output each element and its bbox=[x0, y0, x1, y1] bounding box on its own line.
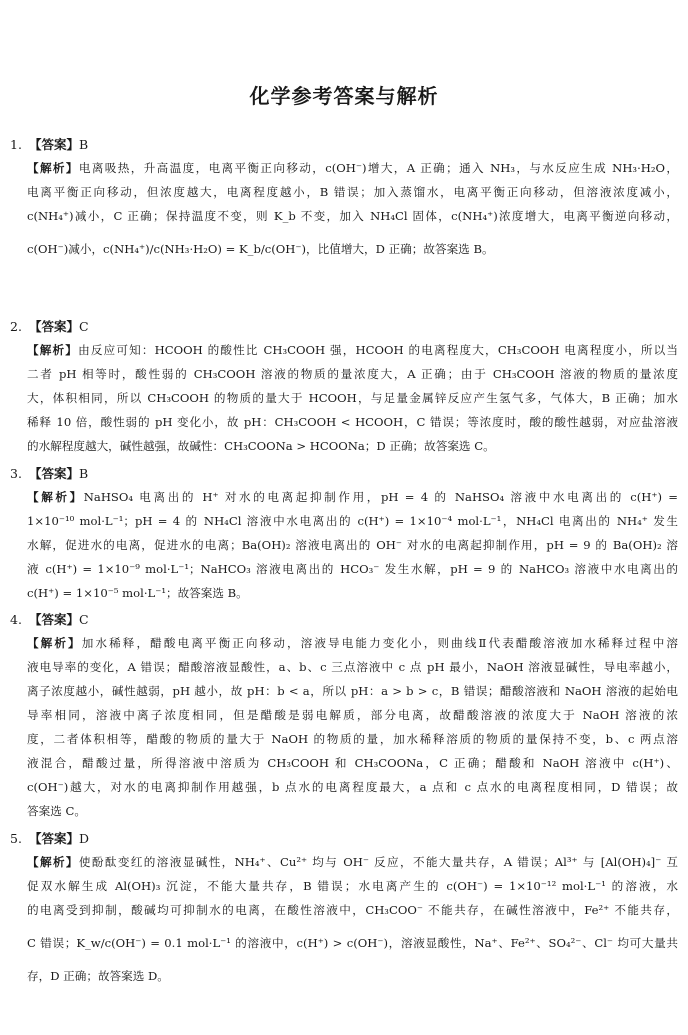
answer-value: D bbox=[79, 831, 90, 846]
explanation-text: 使酚酞变红的溶液显碱性，NH₄⁺、Cu²⁺ 均与 OH⁻ 反应，不能大量共存，A 错误；Al³⁺ 与 [Al(OH)₄]⁻ 互 bbox=[78, 855, 678, 869]
question-2 bbox=[10, 316, 678, 458]
answer-line bbox=[10, 609, 678, 631]
explanation-line: 电离平衡正向移动，但浓度越大，电离程度越小，B 错误；加入蒸馏水，电离平衡正向移动，但溶液浓度减小， bbox=[27, 185, 678, 199]
answer-tag: 【答案】 bbox=[29, 831, 80, 846]
question-5 bbox=[10, 828, 678, 988]
explanation-line: 存，D 正确；故答案选 D。 bbox=[27, 969, 169, 983]
explanation-tag: 【解析】 bbox=[27, 161, 79, 175]
answer-tag: 【答案】 bbox=[29, 137, 80, 152]
explanation-line: 答案选 C。 bbox=[27, 804, 86, 818]
explanation-text: 由反应可知：HCOOH 的酸性比 CH₃COOH 强，HCOOH 的电离程度大，CH₃COOH 电离程度小，所以当 bbox=[78, 343, 678, 357]
explanation-line: 离子浓度越小，碱性越弱，pH 越小，故 pH：b < a，所以 pH：a > b > c，B 错误；醋酸溶液和 NaOH 溶液的起始电 bbox=[27, 684, 678, 698]
explanation-line: 液混合，醋酸过量，所得溶液中溶质为 CH₃COOH 和 CH₃COONa，C 正确；醋酸和 NaOH 溶液中 c(H⁺)、 bbox=[27, 756, 678, 770]
question-number: 4. bbox=[10, 612, 22, 627]
explanation-line bbox=[27, 850, 678, 874]
explanation-tag: 【解析】 bbox=[27, 636, 82, 650]
answer-value: B bbox=[79, 137, 89, 152]
explanation-tag: 【解析】 bbox=[27, 855, 79, 869]
question-3 bbox=[10, 463, 678, 605]
explanation-line bbox=[27, 485, 678, 509]
answer-line bbox=[10, 134, 678, 156]
explanation-line: 液 c(H⁺) = 1×10⁻⁹ mol·L⁻¹；NaHCO₃ 溶液电离出的 HCO₃⁻ 发生水解，pH = 9 的 NaHCO₃ 溶液中水电离出的 bbox=[27, 562, 678, 576]
explanation-line: c(NH₄⁺)减小，C 正确；保持温度不变，则 K_b 不变，加入 NH₄Cl 固体，c(NH₄⁺)浓度增大，电离平衡逆向移动， bbox=[27, 209, 678, 223]
explanation-line bbox=[27, 156, 678, 180]
explanation-line bbox=[27, 338, 678, 362]
question-number: 2. bbox=[10, 319, 22, 334]
answer-tag: 【答案】 bbox=[29, 466, 80, 481]
explanation-text: 电离吸热，升高温度，电离平衡正向移动，c(OH⁻)增大，A 正确；通入 NH₃，与水反应生成 NH₃·H₂O， bbox=[78, 161, 678, 175]
explanation-line: c(H⁺) = 1×10⁻⁵ mol·L⁻¹；故答案选 B。 bbox=[27, 586, 248, 600]
answer-line bbox=[10, 828, 678, 850]
explanation-line: C 错误；K_w/c(OH⁻) = 0.1 mol·L⁻¹ 的溶液中，c(H⁺) > c(OH⁻)，溶液显酸性，Na⁺、Fe²⁺、SO₄²⁻、Cl⁻ 均可大量共 bbox=[27, 936, 678, 950]
question-number: 5. bbox=[10, 831, 22, 846]
explanation-line: 液电导率的变化，A 错误；醋酸溶液显酸性，a、b、c 三点溶液中 c 点 pH 最小，NaOH 溶液显碱性，导电率越小， bbox=[27, 660, 678, 674]
explanation-line: 大，体积相同，所以 CH₃COOH 的物质的量大于 HCOOH，与足量金属锌反应产生氢气多，气体大，B 正确；加水 bbox=[27, 391, 678, 405]
answer-line bbox=[10, 463, 678, 485]
explanation-tag: 【解析】 bbox=[27, 490, 84, 504]
question-number: 3. bbox=[10, 466, 22, 481]
explanation-line: 促双水解生成 Al(OH)₃ 沉淀，不能大量共存，B 错误；水电离产生的 c(OH⁻) = 1×10⁻¹² mol·L⁻¹ 的溶液，水 bbox=[27, 879, 678, 893]
answer-value: C bbox=[79, 612, 89, 627]
explanation-line: 二者 pH 相等时，酸性弱的 CH₃COOH 溶液的物质的量浓度大，A 正确；由于 CH₃COOH 溶液的物质的量浓度 bbox=[27, 367, 678, 381]
explanation-line: c(OH⁻)减小，c(NH₄⁺)/c(NH₃·H₂O) = K_b/c(OH⁻)，比值增大，D 正确；故答案选 B。 bbox=[27, 242, 494, 256]
question-number: 1. bbox=[10, 137, 22, 152]
explanation-text: NaHSO₄ 电离出的 H⁺ 对水的电离起抑制作用，pH = 4 的 NaHSO₄ 溶液中水电离出的 c(H⁺) = bbox=[83, 490, 678, 504]
explanation-line: 的电离受到抑制，酸碱均可抑制水的电离，在酸性溶液中，CH₃COO⁻ 不能共存，在碱性溶液中，Fe²⁺ 不能共存， bbox=[27, 903, 678, 917]
page-title: 化学参考答案与解析 bbox=[249, 84, 439, 108]
explanation-line: 度，二者体积相等，醋酸的物质的量大于 NaOH 的物质的量，加水稀释溶质的物质的量保持不变，b、c 两点溶 bbox=[27, 732, 678, 746]
answer-tag: 【答案】 bbox=[29, 612, 80, 627]
explanation-tag: 【解析】 bbox=[27, 343, 79, 357]
explanation-line: 导率相同，溶液中离子浓度相同，但是醋酸是弱电解质，部分电离，故醋酸溶液的浓度大于 NaOH 溶液的浓 bbox=[27, 708, 678, 722]
explanation-text: 加水稀释，醋酸电离平衡正向移动，溶液导电能力变化小，则曲线Ⅱ代表醋酸溶液加水稀释过程中溶 bbox=[81, 636, 678, 650]
explanation-line: 稀释 10 倍，酸性弱的 pH 变化小，故 pH：CH₃COOH < HCOOH，C 错误；等浓度时，酸的酸性越弱，对应盐溶液 bbox=[27, 415, 678, 429]
answer-value: C bbox=[79, 319, 89, 334]
answer-line bbox=[10, 316, 678, 338]
explanation-line: 的水解程度越大，碱性越强，故碱性：CH₃COONa > HCOONa；D 正确；故答案选 C。 bbox=[27, 439, 495, 453]
answer-value: B bbox=[79, 466, 89, 481]
explanation-line: c(OH⁻)越大，对水的电离抑制作用越强，b 点水的电离程度最大，a 点和 c 点水的电离程度相同，D 错误；故 bbox=[27, 780, 678, 794]
question-1 bbox=[10, 134, 678, 270]
explanation-line: 水解，促进水的电离，促进水的电离；Ba(OH)₂ 溶液电离出的 OH⁻ 对水的电离起抑制作用，pH = 9 的 Ba(OH)₂ 溶 bbox=[27, 538, 678, 552]
answer-tag: 【答案】 bbox=[29, 319, 80, 334]
explanation-line bbox=[27, 631, 678, 655]
explanation-line: 1×10⁻¹⁰ mol·L⁻¹；pH = 4 的 NH₄Cl 溶液中水电离出的 c(H⁺) = 1×10⁻⁴ mol·L⁻¹，NH₄Cl 电离出的 NH₄⁺ 发生 bbox=[27, 514, 678, 528]
question-4 bbox=[10, 609, 678, 823]
